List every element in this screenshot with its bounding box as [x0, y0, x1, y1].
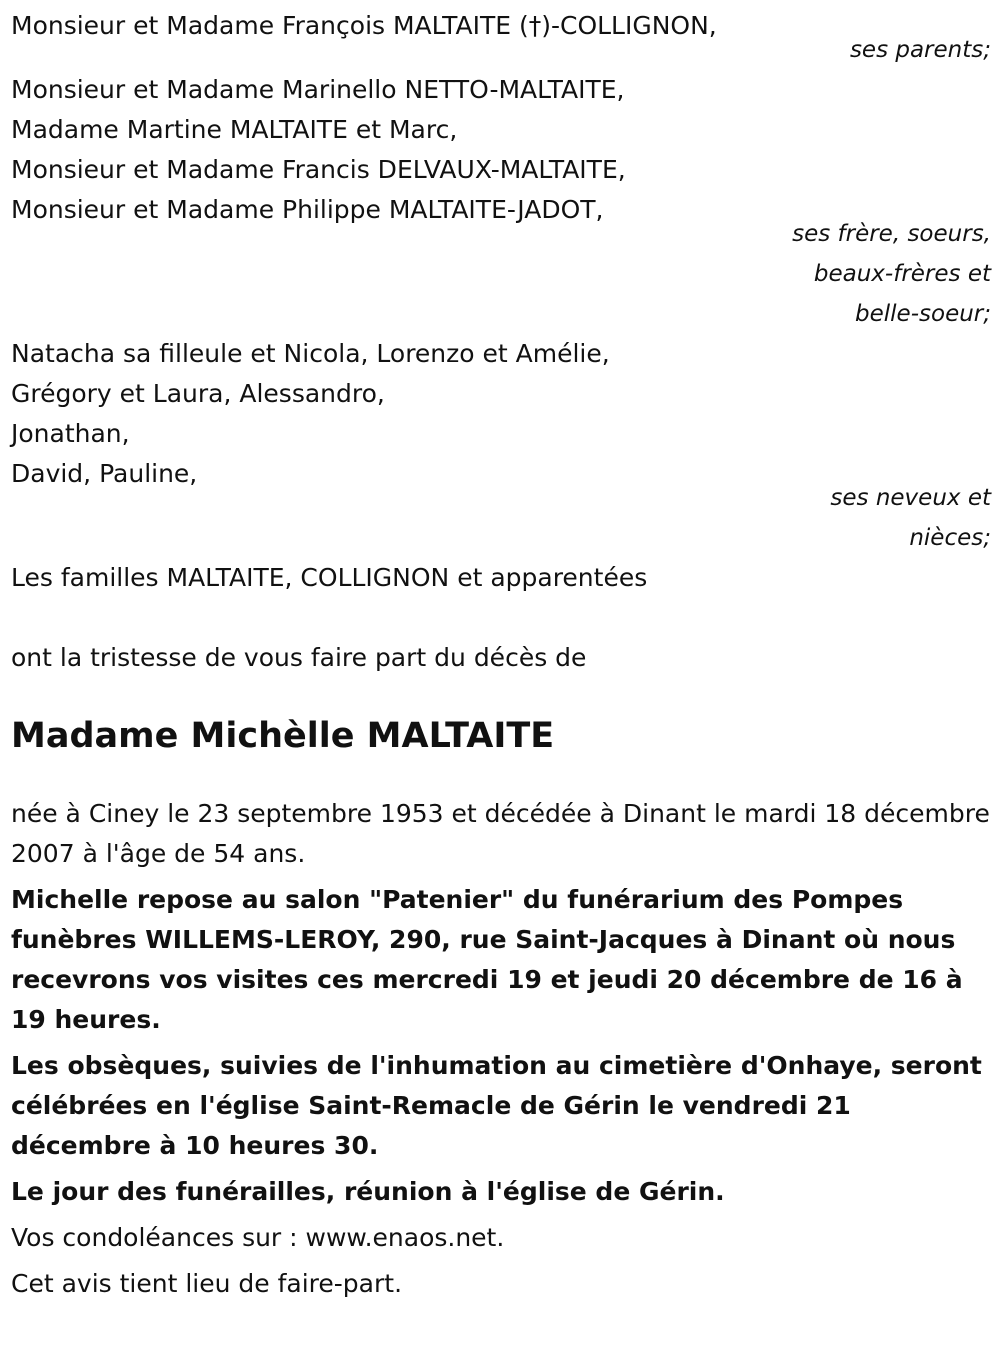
sibling-line: Monsieur et Madame Francis DELVAUX-MALTAITE, — [11, 155, 626, 184]
notice-paragraph: Cet avis tient lieu de faire-part. — [11, 1269, 403, 1298]
birth-death-paragraph: née à Ciney le 23 septembre 1953 et décédée à Dinant le mardi 18 décembre 2007 à l'âge de 54 ans. — [11, 799, 990, 868]
nephew-line: Natacha sa filleule et Nicola, Lorenzo et Amélie, — [11, 339, 610, 368]
nephew-line: Jonathan, — [11, 419, 130, 448]
nephew-line: Grégory et Laura, Alessandro, — [11, 379, 385, 408]
siblings-relation-line: beaux-frères et — [813, 261, 991, 287]
visitation-paragraph: Michelle repose au salon "Patenier" du funérarium des Pompes funèbres WILLEMS-LEROY, 290, rue Saint-Jacques à Dinant où nous recevrons vos visites ces mercredi 19 et jeudi 20 décembre de 16 à 19 heures. — [11, 885, 963, 1034]
nephew-line: David, Pauline, — [11, 459, 198, 488]
funeral-paragraph: Les obsèques, suivies de l'inhumation au cimetière d'Onhaye, seront célébrées en l'église Saint-Remacle de Gérin le vendredi 21 décembre à 10 heures 30. — [11, 1051, 982, 1160]
sibling-line: Monsieur et Madame Marinello NETTO-MALTAITE, — [11, 75, 625, 104]
parents-relation: ses parents; — [849, 37, 991, 63]
siblings-relation-line: ses frère, soeurs, — [792, 221, 991, 247]
nephews-relation-line: nièces; — [909, 525, 991, 551]
nephews-relation-line: ses neveux et — [830, 485, 991, 511]
deceased-name: Madame Michèlle MALTAITE — [11, 716, 555, 756]
sibling-line: Madame Martine MALTAITE et Marc, — [11, 115, 458, 144]
families-line: Les familles MALTAITE, COLLIGNON et apparentées — [11, 563, 648, 592]
siblings-relation-line: belle-soeur; — [855, 301, 991, 327]
announcement-line: ont la tristesse de vous faire part du décès de — [11, 643, 587, 672]
obituary-notice — [11, 0, 991, 1310]
parents-line: Monsieur et Madame François MALTAITE (†)-COLLIGNON, — [11, 11, 717, 40]
condolences-paragraph: Vos condoléances sur : www.enaos.net. — [11, 1223, 505, 1252]
sibling-line: Monsieur et Madame Philippe MALTAITE-JADOT, — [11, 195, 604, 224]
meeting-paragraph: Le jour des funérailles, réunion à l'église de Gérin. — [11, 1177, 725, 1206]
